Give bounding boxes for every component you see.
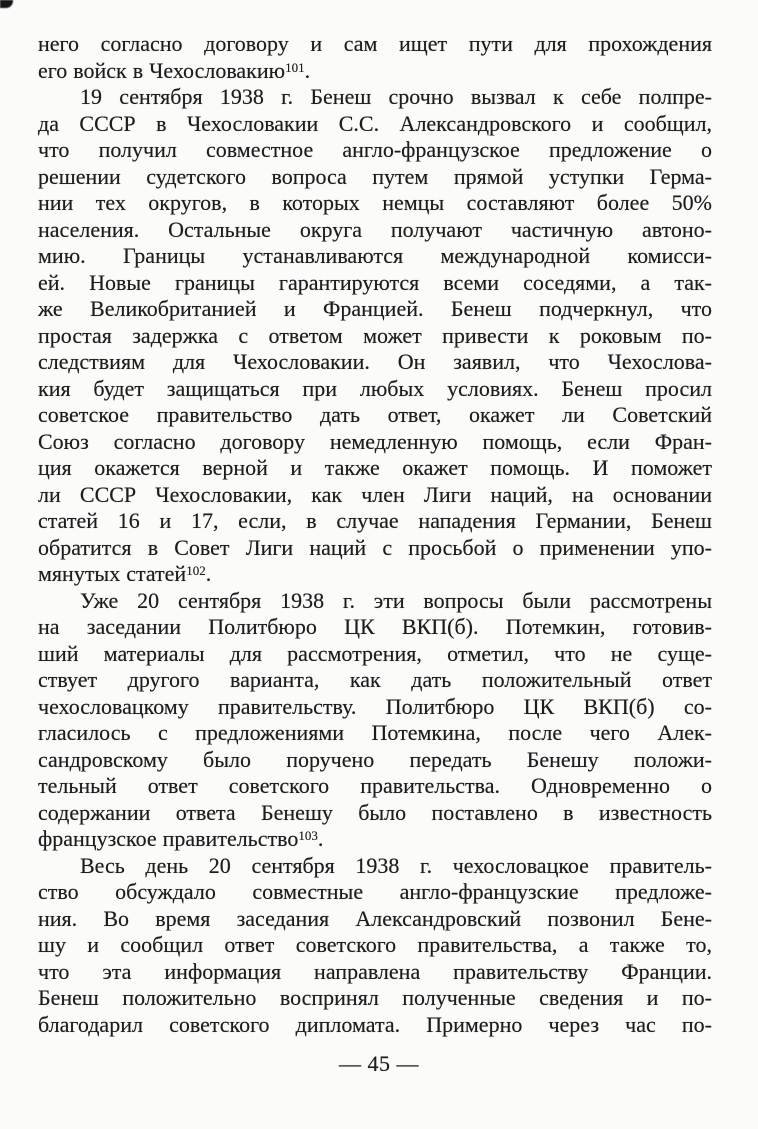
page-text-column [38, 31, 712, 1038]
paragraph [38, 853, 712, 1039]
footnote-reference: 103 [298, 828, 318, 844]
footnote-reference: 102 [186, 563, 206, 579]
page-number: — 45 — [339, 1051, 419, 1076]
text-line: шу и сообщил ответ советского правительства, а также то, [38, 932, 712, 957]
text-line: ция окажется верной и также окажет помощь. И поможет [38, 455, 712, 480]
text-line: ствует другого варианта, как дать положительный ответ [38, 667, 712, 692]
text-line: Весь день 20 сентября 1938 г. чехословацкое правитель- [80, 852, 712, 878]
text-line: 19 сентября 1938 г. Бенеш срочно вызвал к себе полпре- [80, 84, 712, 109]
text-line: ния. Во время заседания Александровский позвонил Бене- [38, 905, 712, 931]
text-line: следствиям для Чехословакии. Он заявил, что Чехослова- [38, 349, 712, 374]
text-line: что получил совместное англо-французское предложение о [38, 137, 712, 162]
text-line: гласилось с предложениями Потемкина, после чего Алек- [38, 720, 712, 745]
text-line: тельный ответ советского правительства. Одновременно о [38, 773, 712, 798]
text-line: что эта информация направлена правительству Франции. [38, 958, 712, 984]
text-line: кия будет защищаться при любых условиях. Бенеш просил [38, 375, 712, 401]
text-line: содержании ответа Бенешу было поставлено в известность [38, 799, 712, 825]
paragraph [38, 84, 712, 588]
text-line: нии тех округов, в которых немцы составляют более 50% [38, 190, 712, 215]
paragraph [38, 588, 712, 853]
text-line: на заседании Политбюро ЦК ВКП(б). Потемкин, готовив- [38, 614, 712, 639]
text-line: него согласно договору и сам ищет пути для прохождения [38, 31, 712, 56]
text-line: сандровскому было поручено передать Бенешу положи- [38, 746, 712, 772]
text-line: населения. Остальные округа получают частичную автоно- [38, 216, 712, 242]
text-line: статей 16 и 17, если, в случае нападения Германии, Бенеш [38, 508, 712, 533]
text-line: французское правительство$^{103}$. [38, 826, 324, 851]
text-line: обратится в Совет Лиги наций с просьбой о применении упо- [38, 534, 712, 560]
text-line: советское правительство дать ответ, окажет ли Советский [38, 402, 712, 427]
text-line: простая задержка с ответом может привести к роковым по- [38, 322, 712, 348]
text-line: решении судетского вопроса путем прямой уступки Герма- [38, 163, 712, 189]
paragraph [38, 31, 712, 84]
text-line: благодарил советского дипломата. Примерно через час по- [38, 1011, 712, 1037]
text-line: же Великобританией и Францией. Бенеш подчеркнул, что [38, 296, 712, 321]
text-line: мию. Границы устанавливаются международной комисси- [38, 243, 712, 268]
text-line: чехословацкому правительству. Политбюро ЦК ВКП(б) со- [38, 693, 712, 719]
text-line: Бенеш положительно воспринял полученные сведения и по- [38, 985, 712, 1010]
text-line: ство обсуждало совместные англо-французские предложе- [38, 879, 712, 904]
footnote-reference: 101 [285, 59, 305, 75]
text-line: его войск в Чехословакию$^{101}$. [38, 57, 311, 83]
text-line: ли СССР Чехословакии, как член Лиги наций, на основании [38, 481, 712, 507]
text-line: ший материалы для рассмотрения, отметил, что не суще- [38, 640, 712, 666]
text-line: ей. Новые границы гарантируются всеми соседями, а так- [38, 269, 712, 295]
text-line: Союз согласно договору немедленную помощь, если Фран- [38, 428, 712, 454]
text-line: мянутых статей$^{102}$. [38, 561, 212, 586]
scan-artifact-corner [0, 0, 13, 8]
text-line: Уже 20 сентября 1938 г. эти вопросы были рассмотрены [80, 587, 712, 613]
text-line: да СССР в Чехословакии С.С. Александровского и сообщил, [38, 110, 712, 136]
